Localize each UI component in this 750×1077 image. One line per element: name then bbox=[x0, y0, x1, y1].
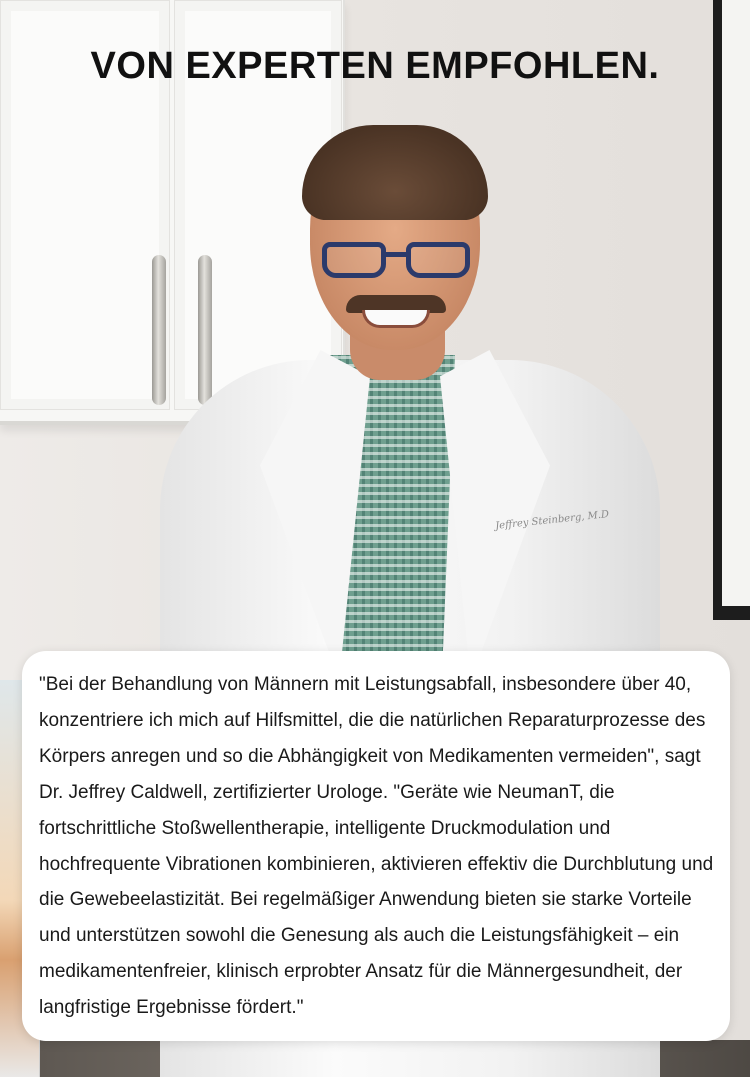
quote-text: "Bei der Behandlung von Männern mit Leistungsabfall, insbesondere über 40, konzentriere ich mich auf Hilfsmittel, die die natürlichen Reparaturprozesse des Körpers anregen und so die Abhängigkeit von Medikamenten vermeiden", sagt Dr. Jeffrey Caldwell, zertifizierter Urologe. "Geräte wie NeumanT, die fortschrittliche Stoßwellentherapie, intelligente Druckmodulation und hochfrequente Vibrationen kombinieren, aktivieren effektiv die Durchblutung und die Gewebeelastizität. Bei regelmäßiger Anwendung bieten sie starke Vorteile und unterstützen sowohl die Genesung als auch die Leistungsfähigkeit – ein medikamentenfreier, klinisch erprobter Ansatz für die Männergesundheit, der langfristige Ergebnisse fördert." bbox=[39, 674, 714, 1019]
glasses bbox=[322, 242, 472, 282]
glasses-lens-left bbox=[322, 242, 386, 278]
coat-embroidery: Jeffrey Steinberg, M.D bbox=[494, 509, 610, 532]
wall-picture-frame bbox=[713, 0, 750, 620]
section-headline: VON EXPERTEN EMPFOHLEN. bbox=[90, 45, 660, 87]
doctor-smile bbox=[362, 310, 430, 328]
doctor-hair bbox=[302, 125, 488, 220]
quote-card bbox=[22, 651, 730, 1041]
glasses-lens-right bbox=[406, 242, 470, 278]
